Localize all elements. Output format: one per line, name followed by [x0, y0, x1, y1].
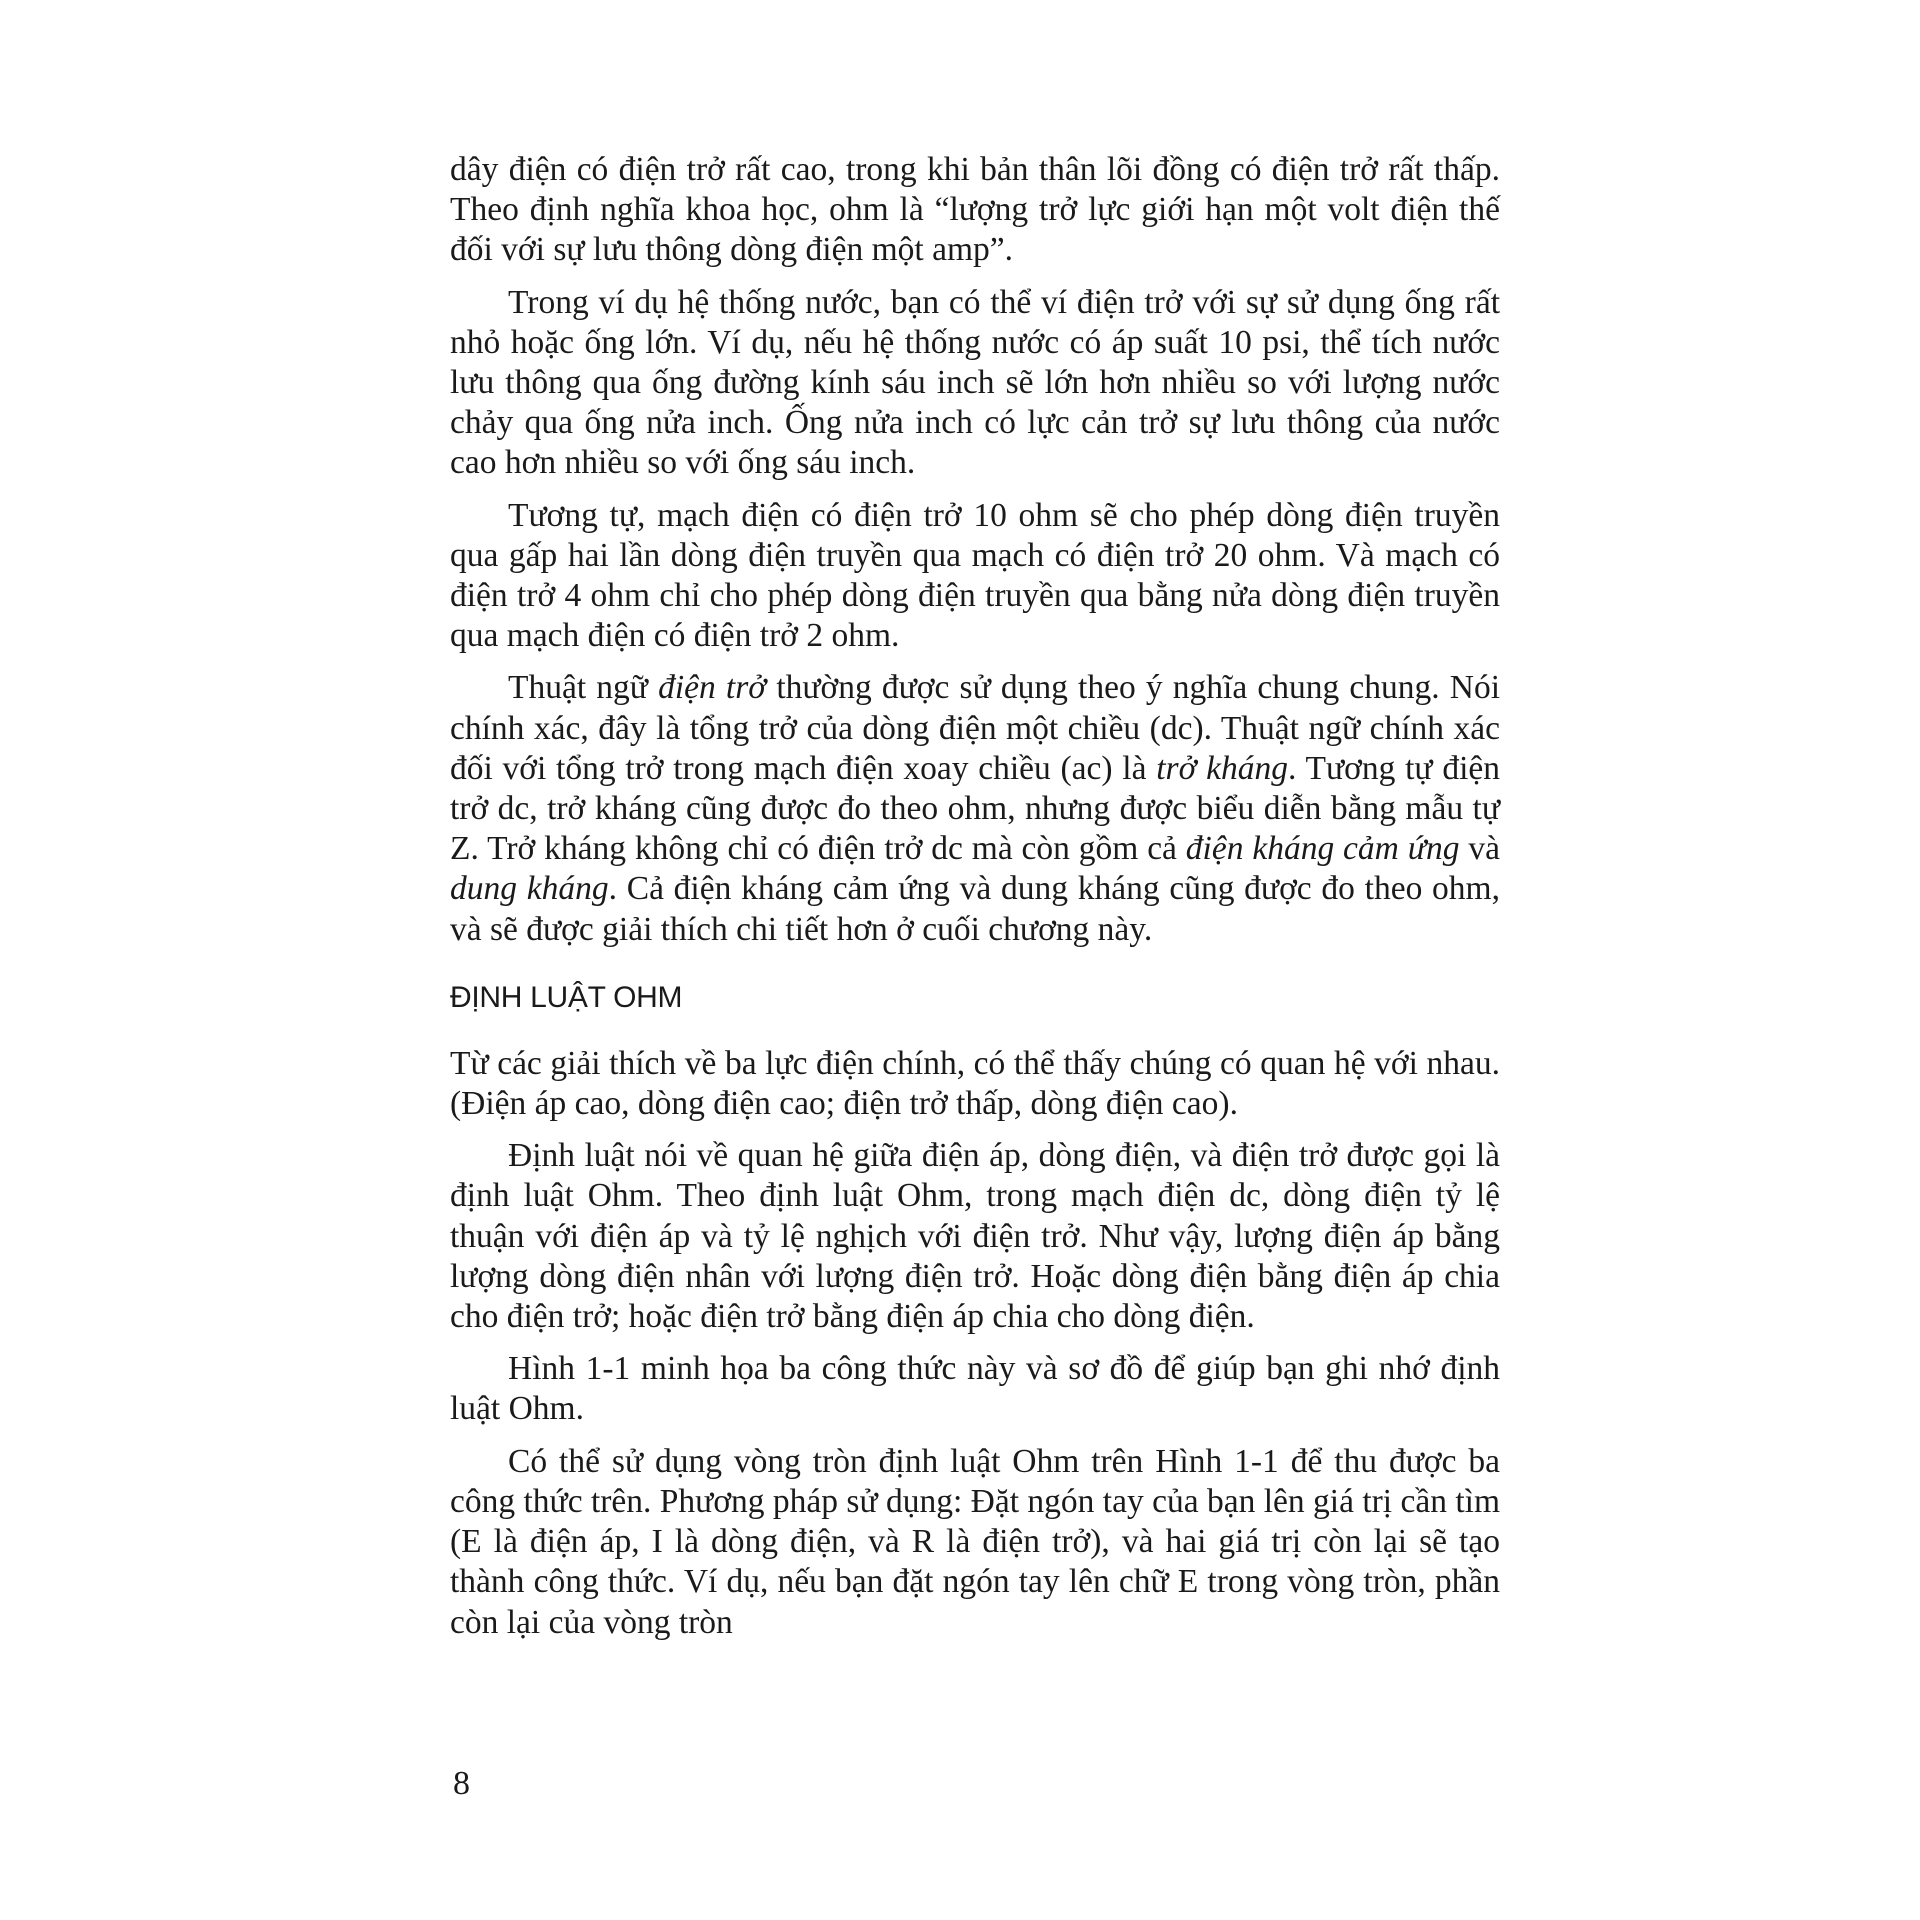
paragraph-7-text: Hình 1-1 minh họa ba công thức này và sơ đồ để giúp bạn ghi nhớ định luật Ohm.	[450, 1350, 1500, 1428]
paragraph-4-part-3: thường được sử dụng theo ý nghĩa chung chung. Nói chính xác, đây là tổng trở của dòng điện một chiều (dc). Thuật ngữ chính xác đối với tổng trở trong mạch điện xoay chiều (ac) là	[450, 669, 1501, 787]
paragraph-3	[450, 496, 1500, 657]
paragraph-1-text: dây điện có điện trở rất cao, trong khi bản thân lõi đồng có điện trở rất thấp. Theo định nghĩa khoa học, ohm là “lượng trở lực giới hạn một volt điện thế đối với sự lưu thông dòng điện một amp”.	[450, 151, 1500, 269]
paragraph-3-text: Tương tự, mạch điện có điện trở 10 ohm sẽ cho phép dòng điện truyền qua gấp hai lần dòng điện truyền qua mạch có điện trở 20 ohm. Và mạch có điện trở 4 ohm chỉ cho phép dòng điện truyền qua bằng nửa dòng điện truyền qua mạch điện có điện trở 2 ohm.	[450, 496, 1500, 655]
paragraph-4-part-1: Thuật ngữ	[508, 669, 659, 707]
paragraph-4-part-7: và	[1459, 830, 1500, 868]
paragraph-6-text: Định luật nói về quan hệ giữa điện áp, dòng điện, và điện trở được gọi là định luật Ohm. Theo định luật Ohm, trong mạch điện dc, dòng điện tỷ lệ thuận với điện áp và tỷ lệ nghịch với điện trở. Như vậy, lượng điện áp bằng lượng dòng điện nhân với lượng điện trở. Hoặc dòng điện bằng điện áp chia cho điện trở; hoặc điện trở bằng điện áp chia cho dòng điện.	[450, 1137, 1500, 1336]
page-number: 8	[453, 1765, 470, 1802]
section-heading: ĐỊNH LUẬT OHM	[450, 980, 683, 1014]
paragraph-4-part-9: . Cả điện kháng cảm ứng và dung kháng cũng được đo theo ohm, và sẽ được giải thích chi tiết hơn ở cuối chương này.	[450, 870, 1500, 948]
paragraph-1	[450, 150, 1500, 271]
paragraph-2	[450, 283, 1500, 484]
paragraph-6	[450, 1136, 1500, 1337]
paragraph-4-term-dung-khang: dung kháng	[450, 870, 609, 908]
paragraph-5-text: Từ các giải thích về ba lực điện chính, có thể thấy chúng có quan hệ với nhau. (Điện áp cao, dòng điện cao; điện trở thấp, dòng điện cao).	[450, 1044, 1500, 1123]
paragraph-4-part-5: . Tương tự điện trở dc, trở kháng cũng được đo theo ohm, nhưng được biểu diễn bằng mẫu tự Z. Trở kháng không chỉ có điện trở dc mà còn gồm cả	[450, 749, 1500, 868]
paragraph-4-term-tro-khang: trở kháng	[1156, 749, 1289, 787]
paragraph-7	[450, 1349, 1500, 1429]
paragraph-2-text: Trong ví dụ hệ thống nước, bạn có thể ví điện trở với sự sử dụng ống rất nhỏ hoặc ống lớn. Ví dụ, nếu hệ thống nước có áp suất 10 psi, thể tích nước lưu thông qua ống đường kính sáu inch sẽ lớn hơn nhiều so với lượng nước chảy qua ống nửa inch. Ống nửa inch có lực cản trở sự lưu thông của nước cao hơn nhiều so với ống sáu inch.	[450, 283, 1500, 482]
body-text	[450, 150, 1500, 1655]
paragraph-4	[450, 668, 1500, 949]
paragraph-8-text: Có thể sử dụng vòng tròn định luật Ohm trên Hình 1-1 để thu được ba công thức trên. Phương pháp sử dụng: Đặt ngón tay của bạn lên giá trị cần tìm (E là điện áp, I là dòng điện, và R là điện trở), và hai giá trị còn lại sẽ tạo thành công thức. Ví dụ, nếu bạn đặt ngón tay lên chữ E trong vòng tròn, phần còn lại của vòng tròn	[450, 1442, 1500, 1641]
paragraph-4-term-dien-tro: điện trở	[658, 669, 767, 707]
paragraph-5	[450, 1044, 1500, 1124]
paragraph-8	[450, 1442, 1500, 1643]
paragraph-4-term-dien-khang-cam-ung: điện kháng cảm ứng	[1185, 830, 1460, 868]
